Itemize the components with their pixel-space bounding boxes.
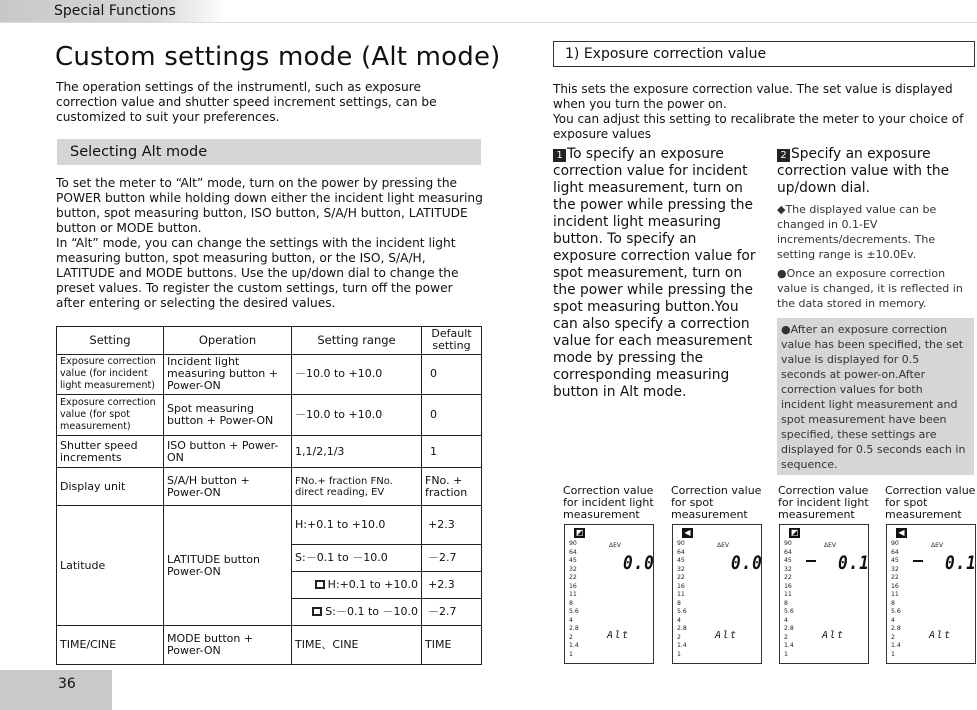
scale-label: 22 [569, 574, 577, 581]
selecting-alt-para2: In “Alt” mode, you can change the settings with the incident light measuring button, spot measuring button, or the ISO, S/A/H, LATITUDE and MODE buttons. Use the up/down dial to change the preset values. To register the custom settings, turn off the power after entering or selecting the desired values. [56, 236, 459, 310]
scale-label: 90 [677, 540, 685, 547]
intro-paragraph: The operation settings of the instrumentl, such as exposure correction value and shutter speed increment settings, can be customized to suit your preferences. [56, 80, 437, 124]
scale-label: 45 [677, 557, 685, 564]
table-cell: TIME [422, 625, 482, 664]
scale-label: 1.4 [891, 642, 901, 649]
table-cell: S:－0.1 to －10.0 [292, 545, 422, 572]
scale-label: 22 [784, 574, 792, 581]
table-cell: Latitude [57, 506, 164, 626]
scale-label: 4 [784, 616, 788, 624]
section-tab: Special Functions [0, 0, 225, 22]
scale-label: 32 [784, 565, 792, 573]
lcd-display [564, 524, 654, 664]
table-cell: H:+0.1 to +10.0 [327, 578, 418, 592]
alt-indicator: Alt [822, 630, 845, 641]
scale-label: 16 [891, 582, 899, 590]
aev-label: ΔEV [609, 542, 621, 549]
selecting-alt-para1: To set the meter to “Alt” mode, turn on the power by pressing the POWER button while holding down either the incident light measuring button, spot measuring button, ISO button, S/A/H button, LATITUDE button or MODE button. [56, 176, 483, 235]
scale-label: 16 [569, 582, 577, 590]
spot-mode-icon: ◀ [682, 528, 693, 538]
scale-label: 8 [677, 599, 681, 607]
diagram-caption: Correction value for spot measurement [885, 484, 976, 521]
scale-label: 2.8 [677, 625, 687, 632]
table-cell: Incident light measuring button + Power-ON [164, 354, 292, 394]
minus-sign [806, 560, 816, 562]
correction-value: 0.1 [945, 552, 977, 574]
page-number: 36 [0, 670, 112, 710]
table-cell: －10.0 to +10.0 [292, 395, 422, 436]
table-cell: 1 [422, 436, 482, 468]
scale-label: 11 [891, 591, 899, 598]
lcd-display [886, 524, 976, 664]
scale-label: 22 [891, 574, 899, 581]
alt-indicator: Alt [929, 630, 952, 641]
incident-mode-icon: ◩ [790, 528, 799, 537]
table-cell: LATITUDE button Power-ON [164, 506, 292, 626]
subsection-heading: 1) Exposure correction value [553, 41, 975, 67]
correction-value: 0.1 [838, 552, 870, 574]
scale-label: 4 [891, 616, 895, 624]
correction-value: 0.0 [623, 552, 655, 574]
diagram-caption: Correction value for spot measurement [671, 484, 762, 521]
scale-label: 22 [677, 574, 685, 581]
table-cell: －10.0 to +10.0 [292, 354, 422, 394]
right-intro [553, 82, 977, 142]
minus-sign [913, 560, 923, 562]
fnumber-scale [569, 540, 579, 659]
incident-mode-icon [315, 580, 325, 589]
table-cell: H:+0.1 to +10.0 [292, 506, 422, 545]
scale-label: 90 [784, 540, 792, 547]
scale-label: 11 [569, 591, 577, 598]
aev-label: ΔEV [717, 542, 729, 549]
table-cell: FNo.+ fraction FNo. direct reading, EV [292, 468, 422, 506]
table-cell: S/A/H button + Power-ON [164, 468, 292, 506]
scale-label: 64 [677, 548, 685, 556]
scale-label: 2.8 [569, 625, 579, 632]
scale-label: 4 [677, 616, 681, 624]
fnumber-scale [677, 540, 687, 659]
step-number: 2 [777, 149, 790, 162]
alt-indicator: Alt [607, 630, 630, 641]
scale-label: 45 [569, 557, 577, 564]
scale-label: 2 [569, 633, 573, 641]
scale-label: 4 [569, 616, 573, 624]
table-cell: 0 [422, 395, 482, 436]
scale-label: 90 [891, 540, 899, 547]
fnumber-scale [891, 540, 901, 659]
scale-label: 32 [569, 565, 577, 573]
scale-label: 8 [569, 599, 573, 607]
table-header: Setting range [292, 327, 422, 355]
spot-mode-icon: ◀ [896, 528, 907, 538]
scale-label: 1.4 [569, 642, 579, 649]
scale-label: 64 [891, 548, 899, 556]
aev-label: ΔEV [931, 542, 943, 549]
scale-label: 1 [891, 650, 895, 658]
scale-label: 5.6 [569, 608, 579, 615]
table-header: Operation [164, 327, 292, 355]
alt-indicator: Alt [715, 630, 738, 641]
scale-label: 32 [677, 565, 685, 573]
table-cell: －2.7 [422, 545, 482, 572]
diagram-caption: Correction value for incident light measurement [778, 484, 869, 521]
table-cell: Display unit [57, 468, 164, 506]
step-2 [777, 146, 977, 197]
table-cell: Shutter speed increments [57, 436, 164, 468]
scale-label: 2 [891, 633, 895, 641]
table-cell: +2.3 [422, 506, 482, 545]
table-cell: S:－0.1 to －10.0 [325, 604, 418, 618]
scale-label: 5.6 [677, 608, 687, 615]
table-header: Default setting [422, 327, 482, 355]
scale-label: 1 [784, 650, 788, 658]
incident-mode-icon: ◩ [575, 528, 584, 537]
table-cell: TIME、CINE [292, 625, 422, 664]
scale-label: 64 [569, 548, 577, 556]
step-1 [553, 146, 761, 401]
table-cell: Exposure correction value (for incident light measurement) [57, 354, 164, 394]
table-cell: +2.3 [422, 572, 482, 599]
scale-label: 64 [784, 548, 792, 556]
scale-label: 5.6 [784, 608, 794, 615]
scale-label: 8 [891, 599, 895, 607]
scale-label: 16 [677, 582, 685, 590]
scale-label: 45 [891, 557, 899, 564]
spot-mode-icon [312, 607, 322, 616]
correction-value: 0.0 [731, 552, 763, 574]
right-intro-1: This sets the exposure correction value. The set value is displayed when you turn the power on. [553, 82, 953, 111]
table-cell: Exposure correction value (for spot measurement) [57, 395, 164, 436]
table-cell: Spot measuring button + Power-ON [164, 395, 292, 436]
scale-label: 5.6 [891, 608, 901, 615]
right-intro-2: You can adjust this setting to recalibrate the meter to your choice of exposure values [553, 112, 964, 141]
step-number: 1 [553, 149, 566, 162]
scale-label: 1 [569, 650, 573, 658]
table-cell: ISO button + Power-ON [164, 436, 292, 468]
scale-label: 11 [677, 591, 685, 598]
diagram-caption: Correction value for incident light measurement [563, 484, 654, 521]
section-heading: Selecting Alt mode [57, 139, 481, 165]
scale-label: 32 [891, 565, 899, 573]
step-1-text: To specify an exposure correction value for incident light measurement, turn on the power while pressing the incident light measuring button. To specify an exposure correction value for spot measurement, turn on the power while pressing the spot measuring button.You can also specify a correction value for each measurement mode by pressing the corresponding measuring button in Alt mode. [553, 146, 756, 400]
table-cell: FNo. + fraction [422, 468, 482, 506]
table-cell: 0 [422, 354, 482, 394]
header-rule [0, 22, 977, 23]
scale-label: 1 [677, 650, 681, 658]
scale-label: 90 [569, 540, 577, 547]
lcd-display [672, 524, 762, 664]
scale-label: 8 [784, 599, 788, 607]
scale-label: 1.4 [784, 642, 794, 649]
scale-label: 1.4 [677, 642, 687, 649]
scale-label: 2.8 [891, 625, 901, 632]
scale-label: 45 [784, 557, 792, 564]
note: ◆The displayed value can be changed in 0.1-EV increments/decrements. The setting range is ±10.0Ev. [777, 203, 937, 261]
step-2-text: Specify an exposure correction value with the up/down dial. [777, 146, 950, 196]
table-cell: －2.7 [422, 599, 482, 626]
table-cell: 1,1/2,1/3 [292, 436, 422, 468]
scale-label: 2.8 [784, 625, 794, 632]
table-header: Setting [57, 327, 164, 355]
table-cell: TIME/CINE [57, 625, 164, 664]
page-title: Custom settings mode (Alt mode) [55, 42, 501, 72]
settings-table [56, 326, 482, 665]
fnumber-scale [784, 540, 794, 659]
lcd-display [779, 524, 869, 664]
selecting-alt-text [56, 176, 484, 311]
note: ●Once an exposure correction value is changed, it is reflected in the data stored in memory. [777, 267, 963, 310]
scale-label: 2 [677, 633, 681, 641]
scale-label: 16 [784, 582, 792, 590]
note-highlight: ●After an exposure correction value has been specified, the set value is displayed for 0.5 seconds at power-on.After correction values for both incident light measurement and spot measurement have been specified, these settings are displayed for 0.5 seconds each in sequence. [777, 318, 974, 475]
aev-label: ΔEV [824, 542, 836, 549]
scale-label: 2 [784, 633, 788, 641]
scale-label: 11 [784, 591, 792, 598]
table-cell: MODE button + Power-ON [164, 625, 292, 664]
